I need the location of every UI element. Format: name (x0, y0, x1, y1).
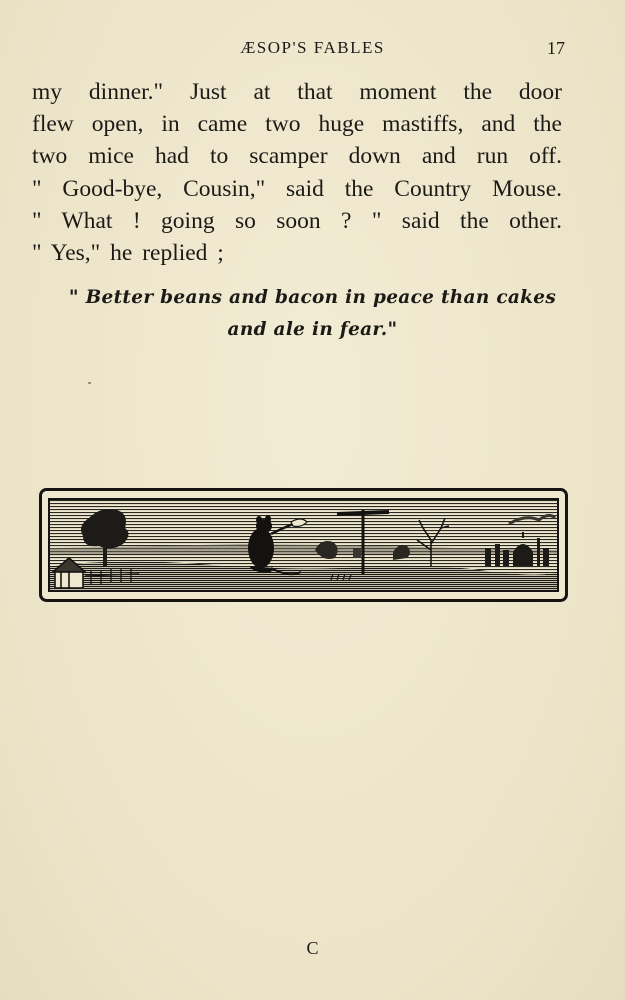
paper-speck (88, 382, 91, 384)
fable-moral (0, 282, 625, 346)
text-line: two mice had to scamper down and run off. (32, 143, 562, 170)
text-line: my dinner." Just at that moment the door (32, 79, 562, 105)
fable-text (32, 76, 562, 269)
moral-line: " Better beans and bacon in peace than cakes (68, 287, 557, 308)
page-number: 17 (547, 38, 565, 58)
woodcut-illustration (39, 488, 568, 602)
text-line: " Good-bye, Cousin," said the Country Mouse. (32, 175, 562, 202)
running-head (0, 38, 625, 62)
signature-mark: C (306, 938, 319, 958)
moral-line: and ale in fear." (227, 319, 398, 340)
text-line: flew open, in came two huge mastiffs, and the (32, 111, 562, 138)
text-line: " Yes," he replied ; (32, 240, 224, 267)
running-title: ÆSOP'S FABLES (240, 38, 385, 57)
text-line: " What ! going so soon ? " said the other. (32, 207, 562, 234)
